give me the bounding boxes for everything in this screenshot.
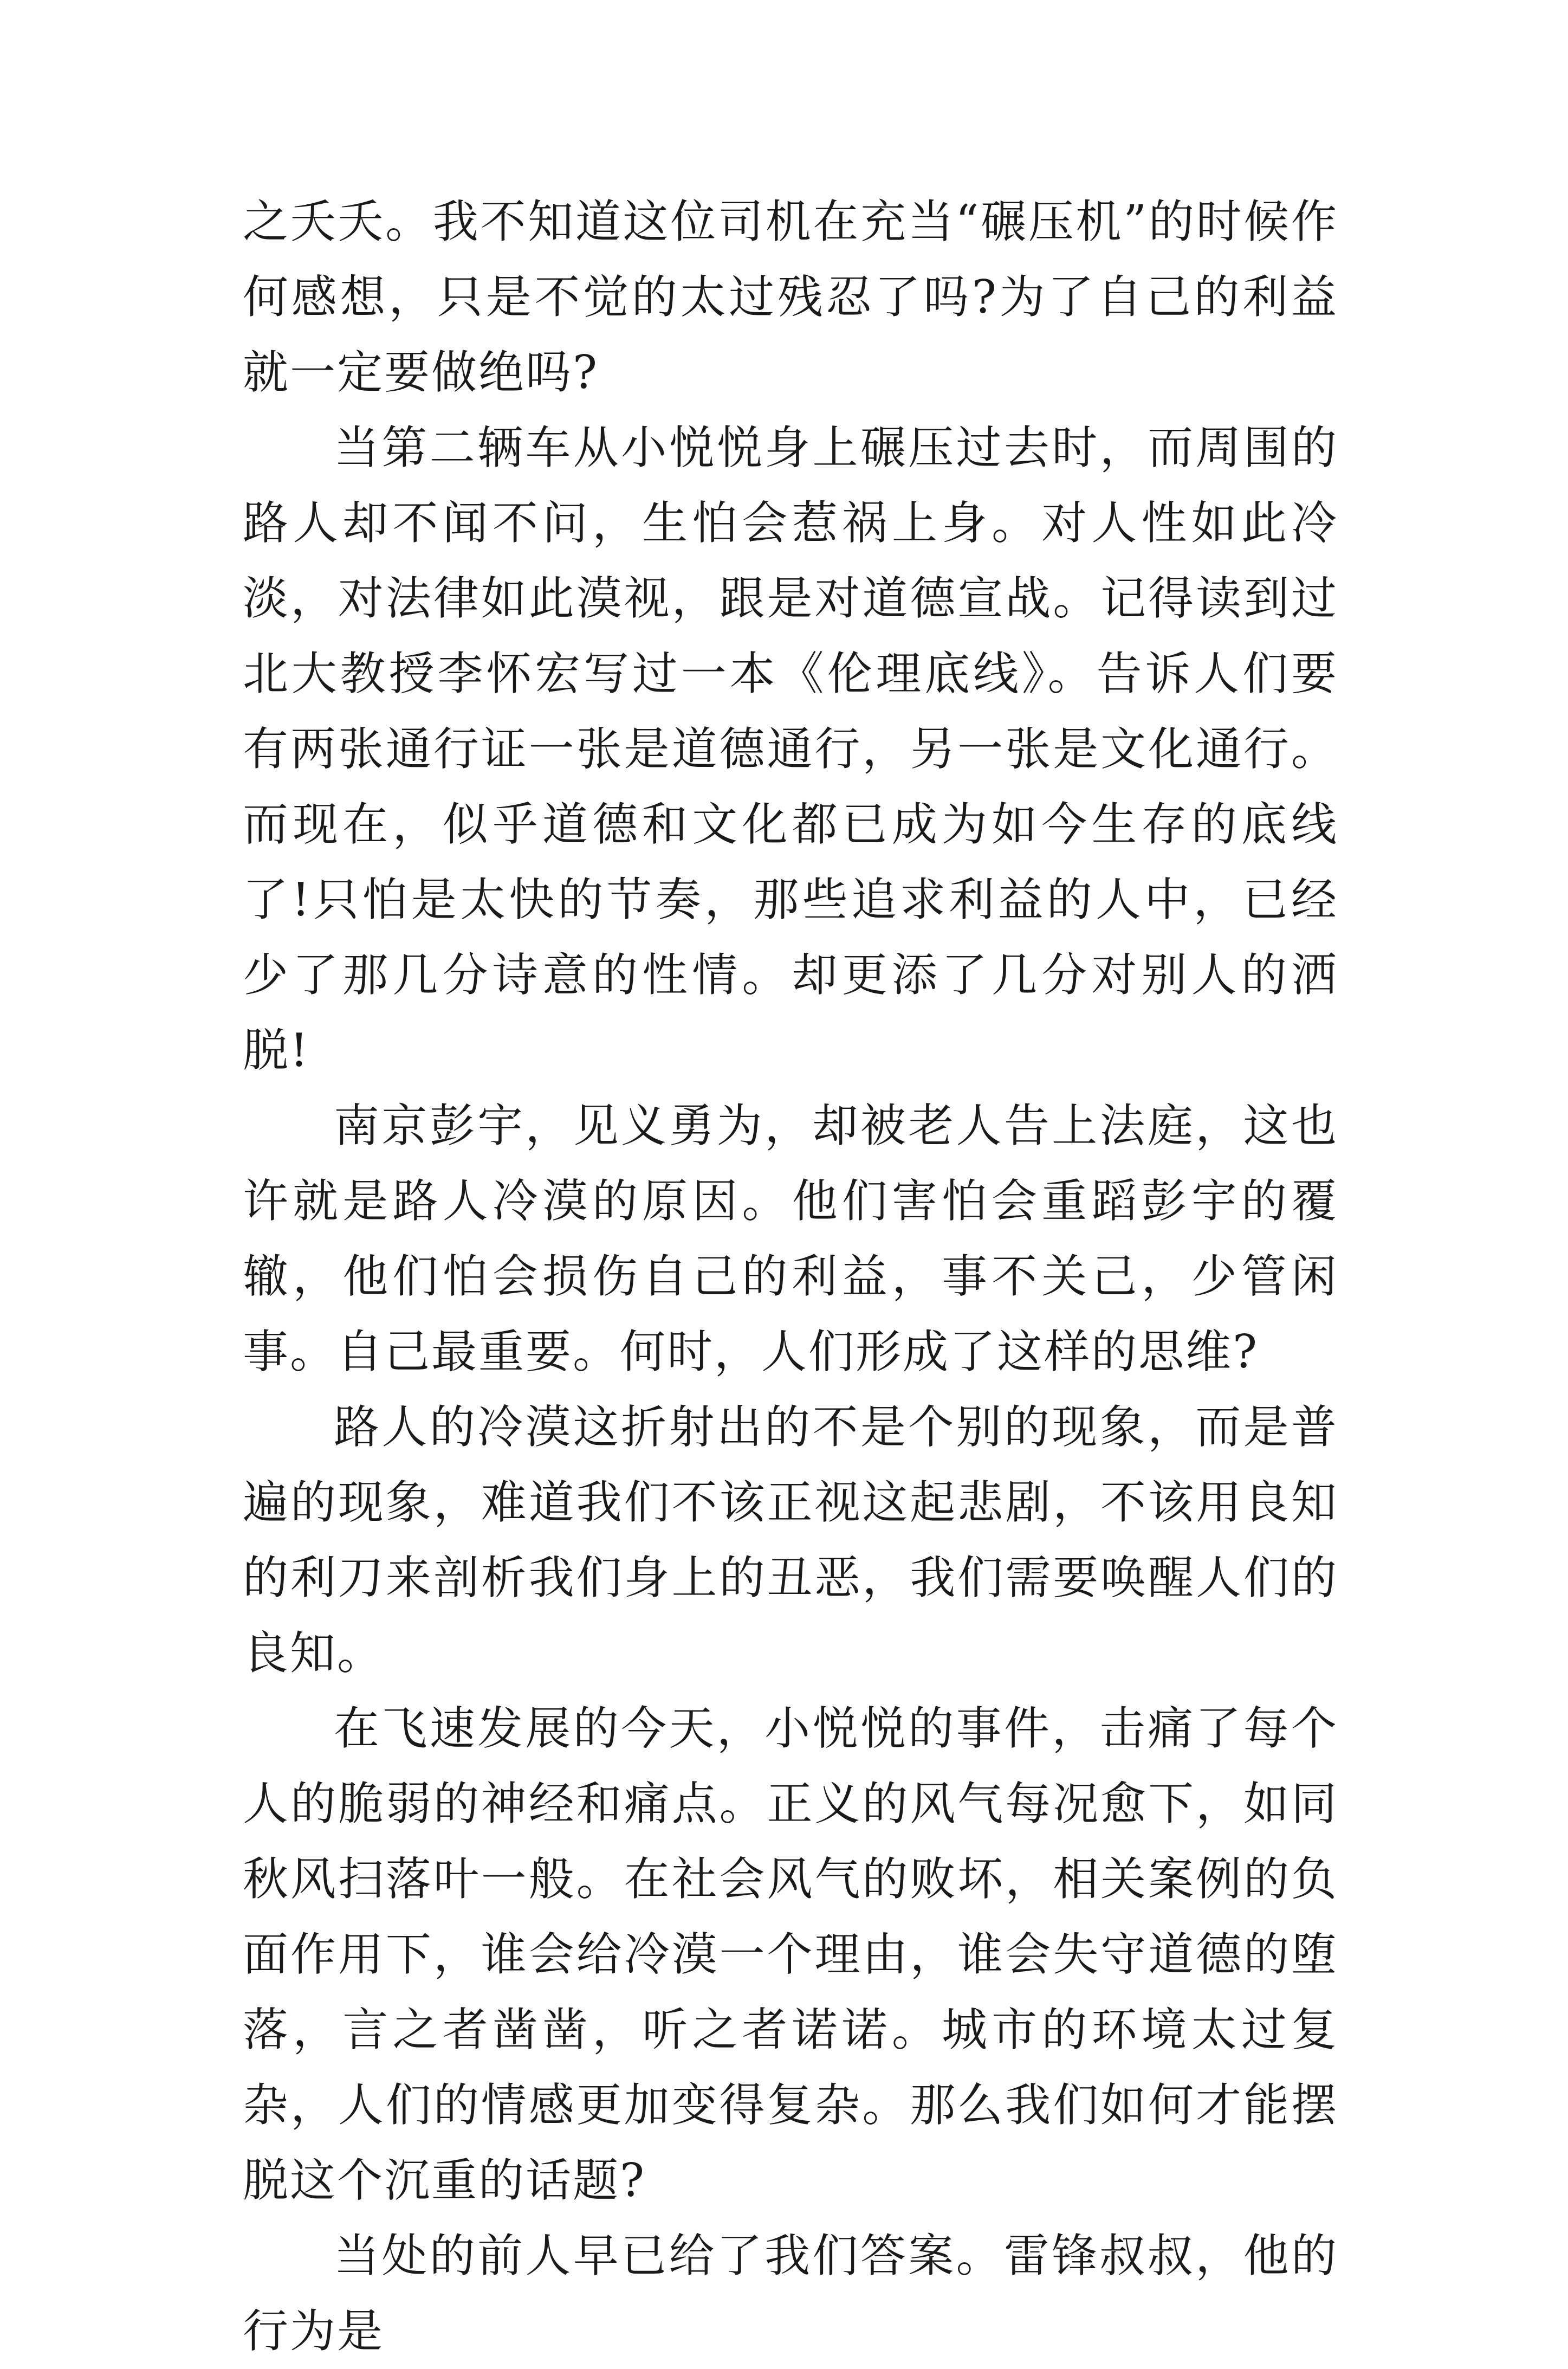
paragraph-indifference: 路人的冷漠这折射出的不是个别的现象，而是普遍的现象，难道我们不该正视这起悲剧，不该用良知的利刀来剖析我们身上的丑恶，我们需要唤醒人们的良知。 xyxy=(243,1400,1338,1680)
paragraph-rapid-development: 在飞速发展的今天，小悦悦的事件，击痛了每个人的脆弱的神经和痛点。正义的风气每况愈下，如同秋风扫落叶一般。在社会风气的败坏，相关案例的负面作用下，谁会给冷漠一个理由，谁会失守道德的堕落，言之者凿凿，听之者诺诺。城市的环境太过复杂，人们的情感更加变得复杂。那么我们如何才能摆脱这个沉重的话题? xyxy=(243,1702,1338,2207)
paragraph-lei-feng: 当处的前人早已给了我们答案。雷锋叔叔，他的行为是 xyxy=(243,2229,1338,2358)
paragraph-peng-yu: 南京彭宇，见义勇为，却被老人告上法庭，这也许就是路人冷漠的原因。他们害怕会重蹈彭宇的覆辙，他们怕会损伤自己的利益，事不关己，少管闲事。自己最重要。何时，人们形成了这样的思维? xyxy=(243,1099,1338,1378)
paragraph-second-car: 当第二辆车从小悦悦身上碾压过去时，而周围的路人却不闻不问，生怕会惹祸上身。对人性如此冷淡，对法律如此漠视，跟是对道德宣战。记得读到过北大教授李怀宏写过一本《伦理底线》。告诉人们要有两张通行证一张是道德通行，另一张是文化通行。而现在，似乎道德和文化都已成为如今生存的底线了!只怕是太快的节奏，那些追求利益的人中，已经少了那几分诗意的性情。却更添了几分对别人的洒脱! xyxy=(243,421,1338,1077)
document-body xyxy=(243,184,1338,2369)
paragraph-continuation: 之夭夭。我不知道这位司机在充当“碾压机”的时候作何感想，只是不觉的太过残忍了吗?为了自己的利益就一定要做绝吗? xyxy=(243,195,1338,399)
